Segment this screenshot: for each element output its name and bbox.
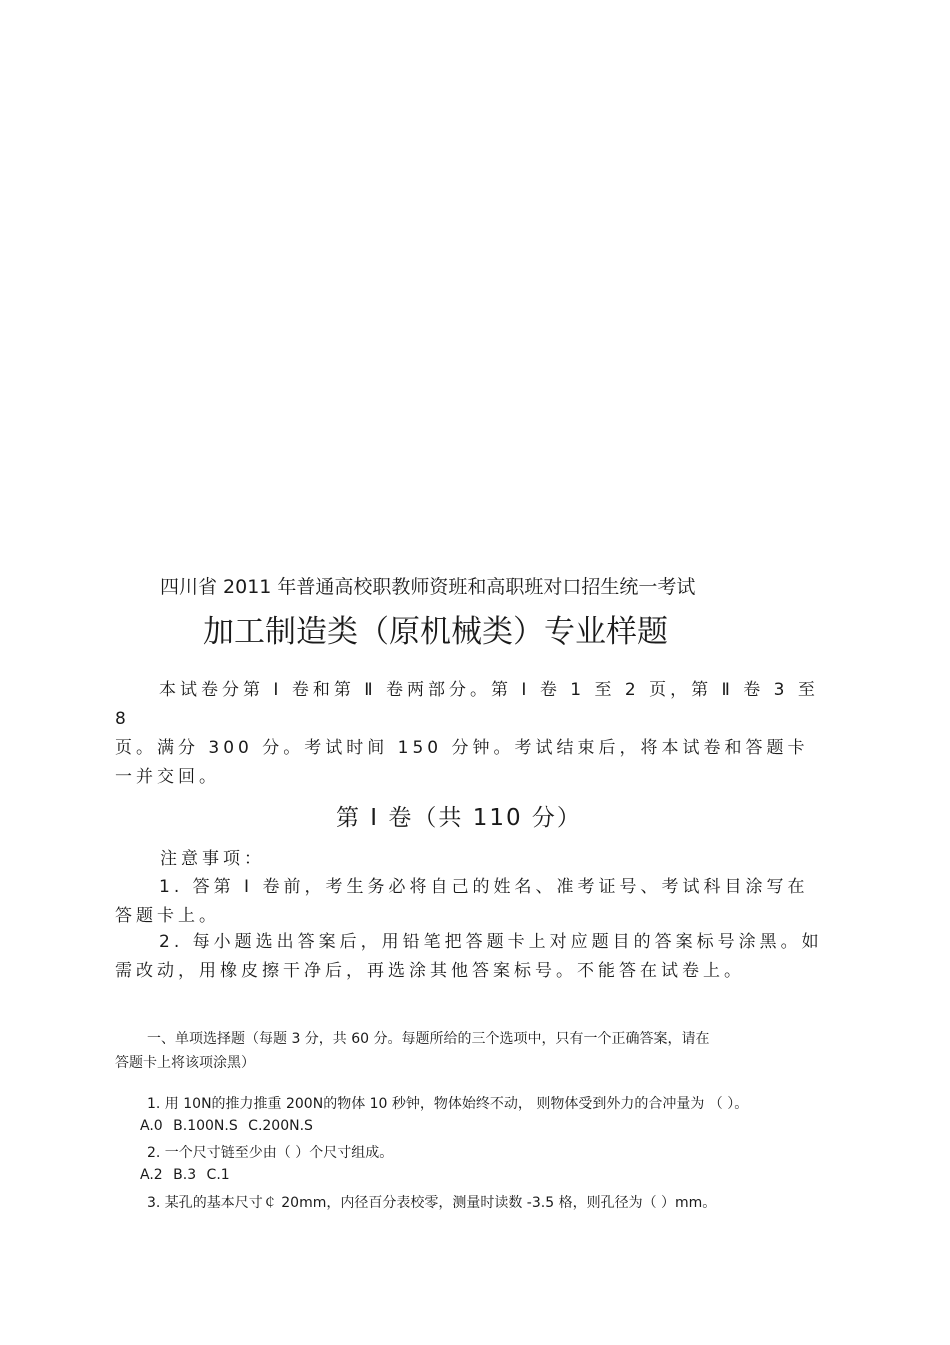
- instructions-line-3: 一并交回。: [115, 767, 220, 787]
- question-1: 1. 用 10N的推力推重 200N的物体 10 秒钟，物体始终不动， 则物体受到外力的合冲量为 （ ）。: [147, 1096, 749, 1112]
- question-2: 2. 一个尺寸链至少由（ ）个尺寸组成。: [147, 1145, 394, 1161]
- question-1-options: A.0 B.100N.S C.200N.S: [140, 1118, 313, 1134]
- exam-instructions: [115, 676, 827, 792]
- instructions-line-1: 本试卷分第 Ⅰ 卷和第 Ⅱ 卷两部分。第 Ⅰ 卷 1 至 2 页，第 Ⅱ 卷 3 至 8: [115, 680, 819, 729]
- note-item-1: 1. 答第 Ⅰ 卷前，考生务必将自己的姓名、准考证号、考试科目涂写在答题卡上。: [115, 877, 809, 926]
- exam-title-line2: 加工制造类（原机械类）专业样题: [203, 614, 668, 650]
- exam-title-line1: 四川省 2011 年普通高校职教师资班和高职班对口招生统一考试: [160, 576, 696, 598]
- question-3: 3. 某孔的基本尺寸￠ 20mm，内径百分表校零，测量时读数 -3.5 格，则孔径为（ ）mm。: [147, 1195, 717, 1211]
- section-heading: 第 Ⅰ 卷（共 110 分）: [336, 805, 582, 831]
- question-2-options: A.2 B.3 C.1: [140, 1167, 230, 1183]
- mcq-instructions-line-2: 答题卡上将该项涂黑）: [115, 1055, 255, 1071]
- notes-heading: 注意事项：: [160, 849, 265, 869]
- mcq-instructions-line-1: 一、单项选择题（每题 3 分，共 60 分。每题所给的三个选项中，只有一个正确答案，请在: [147, 1031, 710, 1047]
- mcq-instructions: [115, 1027, 835, 1075]
- note-item-2: 2. 每小题选出答案后，用铅笔把答题卡上对应题目的答案标号涂黑。如需改动，用橡皮擦干净后，再选涂其他答案标号。不能答在试卷上。: [115, 932, 823, 981]
- instructions-line-2: 页。满分 300 分。考试时间 150 分钟。考试结束后，将本试卷和答题卡: [115, 738, 809, 758]
